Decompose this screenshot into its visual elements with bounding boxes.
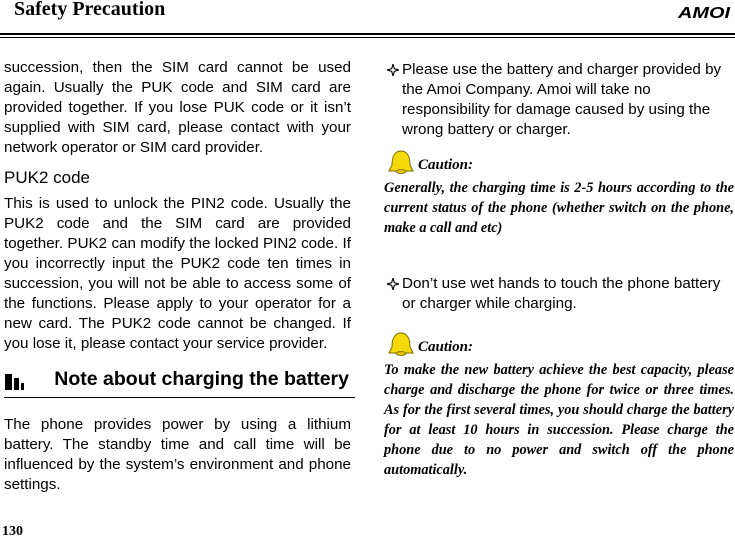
puk2-paragraph: This is used to unlock the PIN2 code. Usually the PUK2 code and the SIM card are provided together. PUK2 can modify the locked PIN2 code. If you incorrectly input the PUK2 code ten times in succession, you will not be able to access some of the functions. Please apply to your operator for a new card. The PUK2 code cannot be changed. If you lose it, please contact your service provider. bbox=[4, 195, 351, 352]
bullet-item bbox=[384, 60, 734, 140]
caution-text: To make the new battery achieve the best capacity, please charge and discharge the phone for twice or three times. As for the first several times, you should charge the battery for at least 10 hours in succession. Please charge the phone due to no power and switch off the phone automatically. bbox=[384, 362, 734, 478]
bullet-item bbox=[384, 274, 734, 314]
right-column bbox=[384, 60, 734, 480]
bullet-text: Please use the battery and charger provided by the Amoi Company. Amoi will take no responsibility for damage caused by using the wrong battery or charger. bbox=[402, 61, 722, 138]
section-title: Note about charging the battery bbox=[54, 368, 349, 390]
caution-title: Caution: bbox=[418, 157, 474, 173]
caution-text: Generally, the charging time is 2-5 hours according to the current status of the phone (whether switch on the phone, make a call and etc) bbox=[384, 180, 734, 236]
diamond-bullet-icon bbox=[387, 64, 399, 76]
caution-bell-icon bbox=[388, 150, 414, 174]
intro-paragraph: succession, then the SIM card cannot be used again. Usually the PUK code and SIM card are provided together. If you lose PUK code or it isn’t supplied with SIM card, please contact with your network operator or SIM card provider. bbox=[4, 59, 351, 156]
bullet-text: Don’t use wet hands to touch the phone battery or charger while charging. bbox=[402, 275, 721, 312]
caution-bell-icon bbox=[388, 332, 414, 356]
caution-header bbox=[384, 332, 734, 360]
puk2-heading: PUK2 code bbox=[4, 168, 90, 187]
left-column bbox=[4, 58, 351, 495]
svg-text:AMOI: AMOI bbox=[676, 5, 731, 22]
caution-title: Caution: bbox=[418, 339, 474, 355]
caution-header bbox=[384, 150, 734, 178]
amoi-logo bbox=[676, 3, 732, 23]
section-rule bbox=[4, 397, 355, 398]
section-bars-icon bbox=[5, 374, 29, 390]
battery-paragraph: The phone provides power by using a lithium battery. The standby time and call time will be influenced by the system’s environment and phone settings. bbox=[4, 416, 351, 493]
section-header bbox=[4, 367, 351, 397]
diamond-bullet-icon bbox=[387, 278, 399, 290]
page-title: Safety Precaution bbox=[14, 0, 166, 20]
header-rule-thin bbox=[0, 37, 735, 38]
header-rule bbox=[0, 33, 735, 35]
page-number: 130 bbox=[2, 524, 23, 539]
